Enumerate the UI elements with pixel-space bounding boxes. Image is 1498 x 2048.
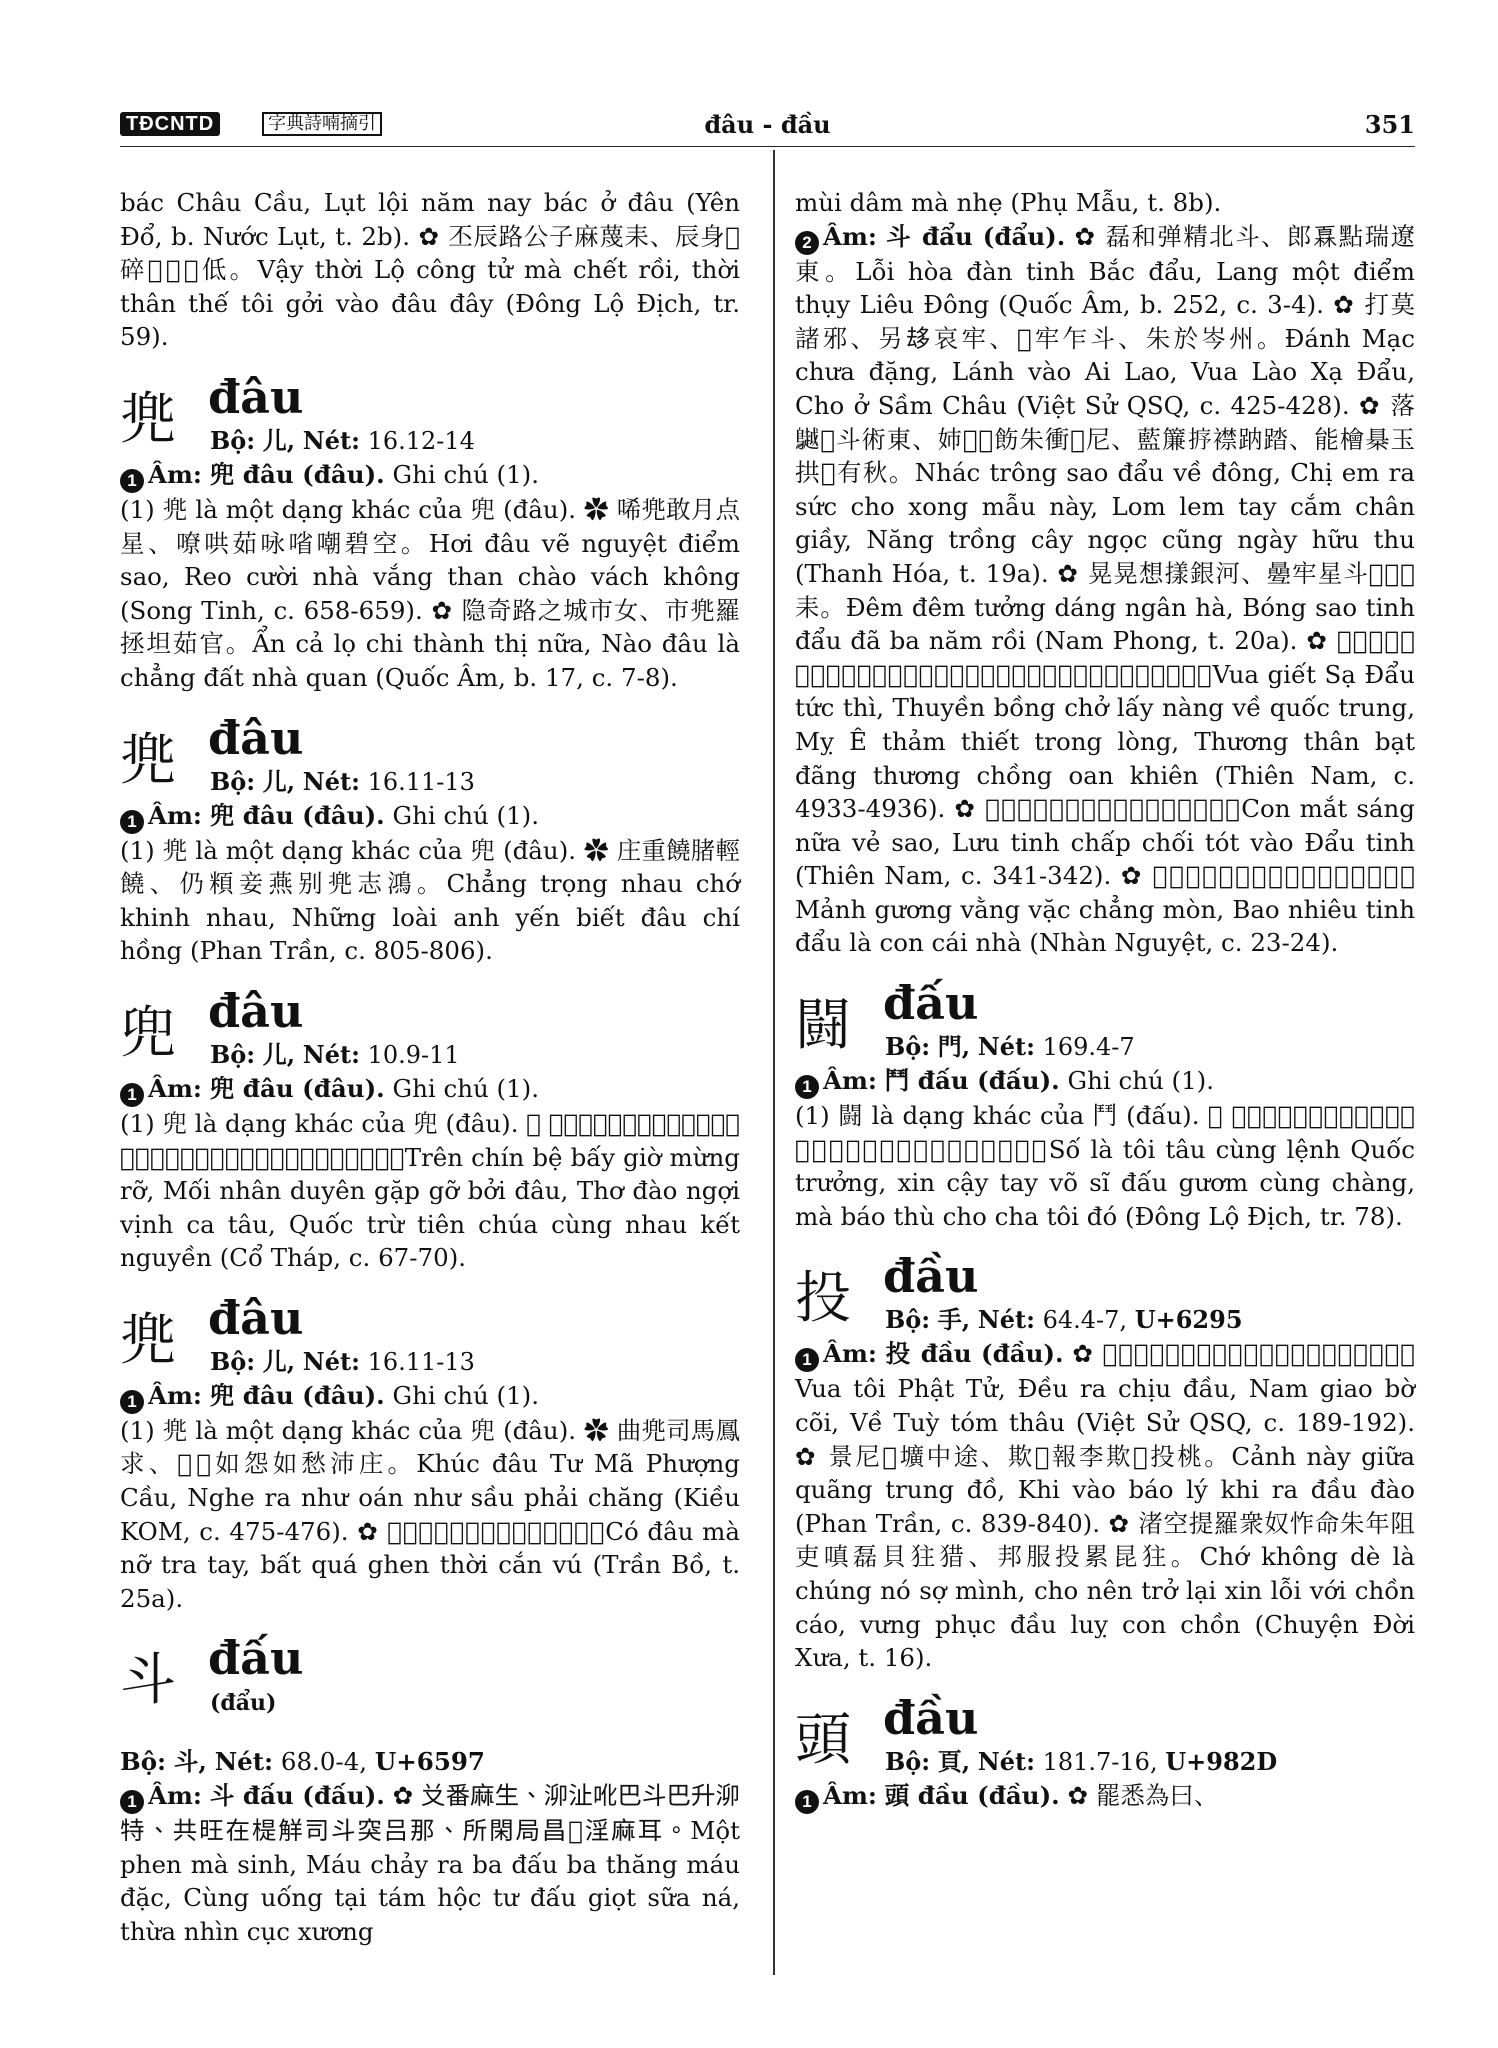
entry-reading: 1 Âm: 頭 đầu (đầu). ✿ 罷悉為曰、 — [795, 1779, 1415, 1814]
entry-head — [795, 1690, 1415, 1779]
entry-radical-strokes: Bộ: 儿, Nét: 10.9-11 — [210, 1039, 460, 1069]
entry-han-character: 兠 — [120, 727, 176, 793]
right-column — [795, 186, 1415, 1814]
entry-han-character: 兜 — [120, 1000, 176, 1066]
entry-headword: đầu — [883, 1249, 979, 1304]
entry-han-character: 兠 — [120, 386, 176, 452]
entry-radical-strokes: Bộ: 斗, Nét: 68.0-4, U+6597 — [120, 1747, 485, 1777]
entry-han-character: 投 — [795, 1266, 851, 1332]
dictionary-entry — [795, 1249, 1415, 1674]
entry-radical-strokes: Bộ: 頁, Nét: 181.7-16, U+982D — [885, 1746, 1278, 1776]
entry-head — [795, 1249, 1415, 1337]
entry-han-character: 闘 — [795, 993, 851, 1059]
sense-number-icon: 1 — [795, 1790, 819, 1814]
dictionary-entry — [120, 1290, 740, 1616]
entry-alt-reading: (đẩu) — [210, 1690, 277, 1717]
entry-body: (1) 兜 là dạng khác của 兜 (đâu). ✿ 𨖲𠃩陛閉除𢣂呂、緣姻緣及择䵺兜、詩桃䛊咏歌奏、國儲仙主共饒结願。Trên chín bệ bấy giờ mừng rỡ, Mối nhân duyên gặp gỡ bởi đâu, Thơ đào ngợi vịnh ca tâu, Quốc trừ tiên chúa cùng nhau kết nguyền (Cổ Tháp, c. 67-70). — [120, 1108, 740, 1273]
entry-headword: đâu — [208, 983, 304, 1038]
entry-radical-strokes: Bộ: 儿, Nét: 16.11-13 — [210, 1346, 475, 1376]
entry-reading: 1 Âm: 斗 đấu (đấu). ✿ 𠬠番麻生、泖沚吪巴斗巴升泖特、共旺在㮛觧司斗突吕那、所閑局昌𦝄淫麻耳。Một phen mà sinh, Máu chảy ra ba đấu ba thăng máu đặc, Cùng uống tại tám hộc tư đấu giọt sữa ná, thừa nhìn cục xương — [120, 1781, 740, 1946]
running-head: đâu - đầu — [704, 110, 831, 139]
entry-headword: đâu — [208, 369, 304, 424]
entry-radical-strokes: Bộ: 儿, Nét: 16.11-13 — [210, 766, 475, 796]
left-column — [120, 186, 740, 1948]
sense-number-icon: 1 — [120, 1083, 144, 1107]
entry-sense-2: 2 Âm: 斗 đẩu (đẩu). ✿ 磊和弹精北斗、郎𤾓點瑞遼東。Lỗi hòa đàn tinh Bắc đẩu, Lang một điểm thụy Liêu Đông (Quốc Âm, b. 252, c. 3-4). ✿ 打莫諸邪、另𠫾哀牢、𤤰牢乍斗、朱於岑州。Đánh Mạc chưa đặng, Lánh vào Ai Lao, Vua Lào Xạ Đẩu, Cho ở Sầm Châu (Việt Sử QSQ, c. 425-428). ✿ 落𪆧𨀼斗術東、姉𡛔𠱊飭朱衝𧥇尼、藍簾𢭸襟䟜踏、能檜㮂玉拱𣋚有秋。Nhác trông sao đẩu về đông, Chị em ra sức cho xong mẫu này, Lom lem tay cắm chân giầy, Năng trồng cây ngọc cũng ngày hữu thu (Thanh Hóa, t. 19a). ✿ 晃晃想㨾銀河、㬪牢星斗𠤆𠤆𣳔耒。Đêm đêm tưởng dáng ngân hà, Bóng sao tinh đẩu đã ba năm rồi (Nam Phong, t. 20a). ✿ 𤤰折乍斗即時、船逢𨁪𫅷娘術國中、媚𥈺慘切工悉、傷身拔蕩傷𫅷冤愆。Vua giết Sạ Đẩu tức thì, Thuyền bồng chở lấy nàng về quốc trung, Mỵ Ê thảm thiết trong lòng, Thương thân bạt đãng thương chồng oan khiên (Thiên Nam, c. 4933-4936). ✿ 𥉩相𣈙女𥌀𨀼、流星𤈜㨋𨁪𩚵斗星。Con mắt sáng nữa vẻ sao, Lưu tinh chấp chối tót vào Đẩu tinh (Thiên Nam, c. 341-342). ✿ 𤋶𢹇𤈛域庄𤵺、包饒星斗羅昆丐茹。Mảnh gương vằng vặc chẳng mòn, Bao nhiêu tinh đẩu là con cái nhà (Nhàn Nguyệt, c. 23-24). — [795, 221, 1415, 958]
entry-body: (1) 兠 là một dạng khác của 兜 (đâu). ✿ 唏兠敢月点星、嘹哄茹咏㗂嘲碧空。Hơi đâu vẽ nguyệt điểm sao, Reo cười nhà vắng than chào vách không (Song Tinh, c. 658-659). ✿ 隐奇路之城市女、市兠羅拯坦茹官。Ẩn cả lọ chi thành thị nữa, Nào đâu là chẳng đất nhà quan (Quốc Âm, b. 17, c. 7-8). — [120, 494, 740, 692]
entry-reading: 1 Âm: 兜 đâu (đâu). Ghi chú (1). — [120, 458, 740, 493]
entry-body: (1) 兠 là một dạng khác của 兜 (đâu). ✿ 庄重饒䐗輕饒、仍頪妾燕别兠志鴻。Chẳng trọng nhau chớ khinh nhau, Những loài anh yến biết đâu chí hồng (Phan Trần, c. 805-806). — [120, 835, 740, 966]
sense-number-icon: 1 — [795, 1075, 819, 1099]
entry-head — [120, 1631, 740, 1745]
sense-number-icon: 1 — [795, 1348, 819, 1372]
entry-han-character: 兠 — [120, 1307, 176, 1373]
continuation-text: mùi dâm mà nhẹ (Phụ Mẫu, t. 8b). — [795, 188, 1222, 217]
continuation-text: bác Châu Cầu, Lụt lội năm nay bác ở đâu (Yên Đổ, b. Nước Lụt, t. 2b). ✿ 丕辰路公子麻蔑耒、辰身𧶮碎𠽖𩚵𫢩低。Vậy thời Lộ công tử mà chết rồi, thời thân thế tôi gởi vào đâu đây (Đông Lộ Địch, tr. 59). — [120, 188, 740, 352]
entry-headword: đầu — [883, 1690, 979, 1745]
entry-radical-strokes: Bộ: 儿, Nét: 16.12-14 — [210, 425, 475, 455]
entry-reading: 1 Âm: 兜 đâu (đâu). Ghi chú (1). — [120, 799, 740, 834]
logo-tdcntd: TĐCNTD — [120, 112, 220, 136]
entry-headword: đấu — [883, 976, 979, 1031]
page-number: 351 — [1364, 110, 1415, 139]
dictionary-entry — [120, 983, 740, 1275]
entry-headword: đâu — [208, 710, 304, 765]
dictionary-entry — [795, 1690, 1415, 1814]
entry-head — [120, 369, 740, 458]
sense-number-icon: 1 — [120, 1390, 144, 1414]
entry-head — [795, 976, 1415, 1064]
logo-han-nom: 字典詩喃摘引 — [262, 112, 382, 136]
dictionary-entry — [120, 369, 740, 695]
dictionary-entry — [120, 1631, 740, 1948]
entry-han-character: 頭 — [795, 1707, 851, 1773]
entry-head — [120, 1290, 740, 1379]
page-header — [120, 110, 1415, 147]
entry-headword: đâu — [208, 1290, 304, 1345]
sense-number-icon: 2 — [795, 231, 819, 255]
dictionary-entry — [120, 710, 740, 968]
entry-radical-strokes: Bộ: 手, Nét: 64.4-7, U+6295 — [885, 1305, 1243, 1335]
entry-radical-strokes: Bộ: 門, Nét: 169.4-7 — [885, 1032, 1135, 1062]
entry-reading: 1 Âm: 鬥 đấu (đấu). Ghi chú (1). — [795, 1064, 1415, 1099]
entry-head — [120, 710, 740, 799]
sense-number-icon: 1 — [120, 1790, 144, 1814]
column-divider — [773, 150, 775, 1975]
dictionary-entry — [795, 976, 1415, 1233]
entry-reading: 1 Âm: 兜 đâu (đâu). Ghi chú (1). — [120, 1379, 740, 1414]
sense-number-icon: 1 — [120, 469, 144, 493]
entry-headword: đấu — [208, 1631, 304, 1686]
sense-number-icon: 1 — [120, 810, 144, 834]
entry-body: (1) 闘 là dạng khác của 鬥 (đấu). ✿ 𢿍𢘾碎奏𢄂令國長、嗔𠲖𢭸武士闘鎌𢄂払、麻报雪朱吒碎妬。Số là tôi tâu cùng lệnh Quốc trưởng, xin cậy tay võ sĩ đấu gươm cùng chàng, mà báo thù cho cha tôi đó (Đông Lộ Địch, tr. 78). — [795, 1101, 1415, 1231]
entry-reading: 1 Âm: 兜 đâu (đâu). Ghi chú (1). — [120, 1072, 740, 1107]
entry-han-character: 斗 — [120, 1648, 176, 1714]
entry-body: (1) 兠 là một dạng khác của 兜 (đâu). ✿ 曲兠司馬鳳求、𦖑𠱊如怨如愁沛庄。Khúc đâu Tư Mã Phượng Cầu, Nghe ra như oán như sầu phải chăng (Kiều KOM, c. 475-476). ✿ 𢧚兠𢫝妾查𢭸、不過慳時哏䏧。Có đâu mà nỡ tra tay, bất quá ghen thời cắn vú (Trần Bồ, t. 25a). — [120, 1415, 740, 1613]
entry-reading: 1 Âm: 投 đầu (đầu). ✿ 𤤰碎佛子、調𤀏𢹇投、南交坡𡓇、衛隋撥收。Vua tôi Phật Tử, Đều ra chịu đầu, Nam giao bờ cõi, Về Tuỳ tóm thâu (Việt Sử QSQ, c. 189-192). ✿ 景尼𢩣壙中途、欺𠫾報李欺𠱊投桃。Cảnh này giữa quãng trung đồ, Khi vào báo lý khi ra đầu đào (Phan Trần, c. 839-840). ✿ 渚空提羅衆奴怍命朱年阻吏嗔磊貝㹥猎、邦服投累昆㹥。Chớ không dè là chúng nó sợ mình, cho nên trở lại xin lỗi với chồn cáo, vưng phục đầu luỵ con chồn (Chuyện Đời Xưa, t. 16). — [795, 1339, 1415, 1673]
entry-head — [120, 983, 740, 1072]
